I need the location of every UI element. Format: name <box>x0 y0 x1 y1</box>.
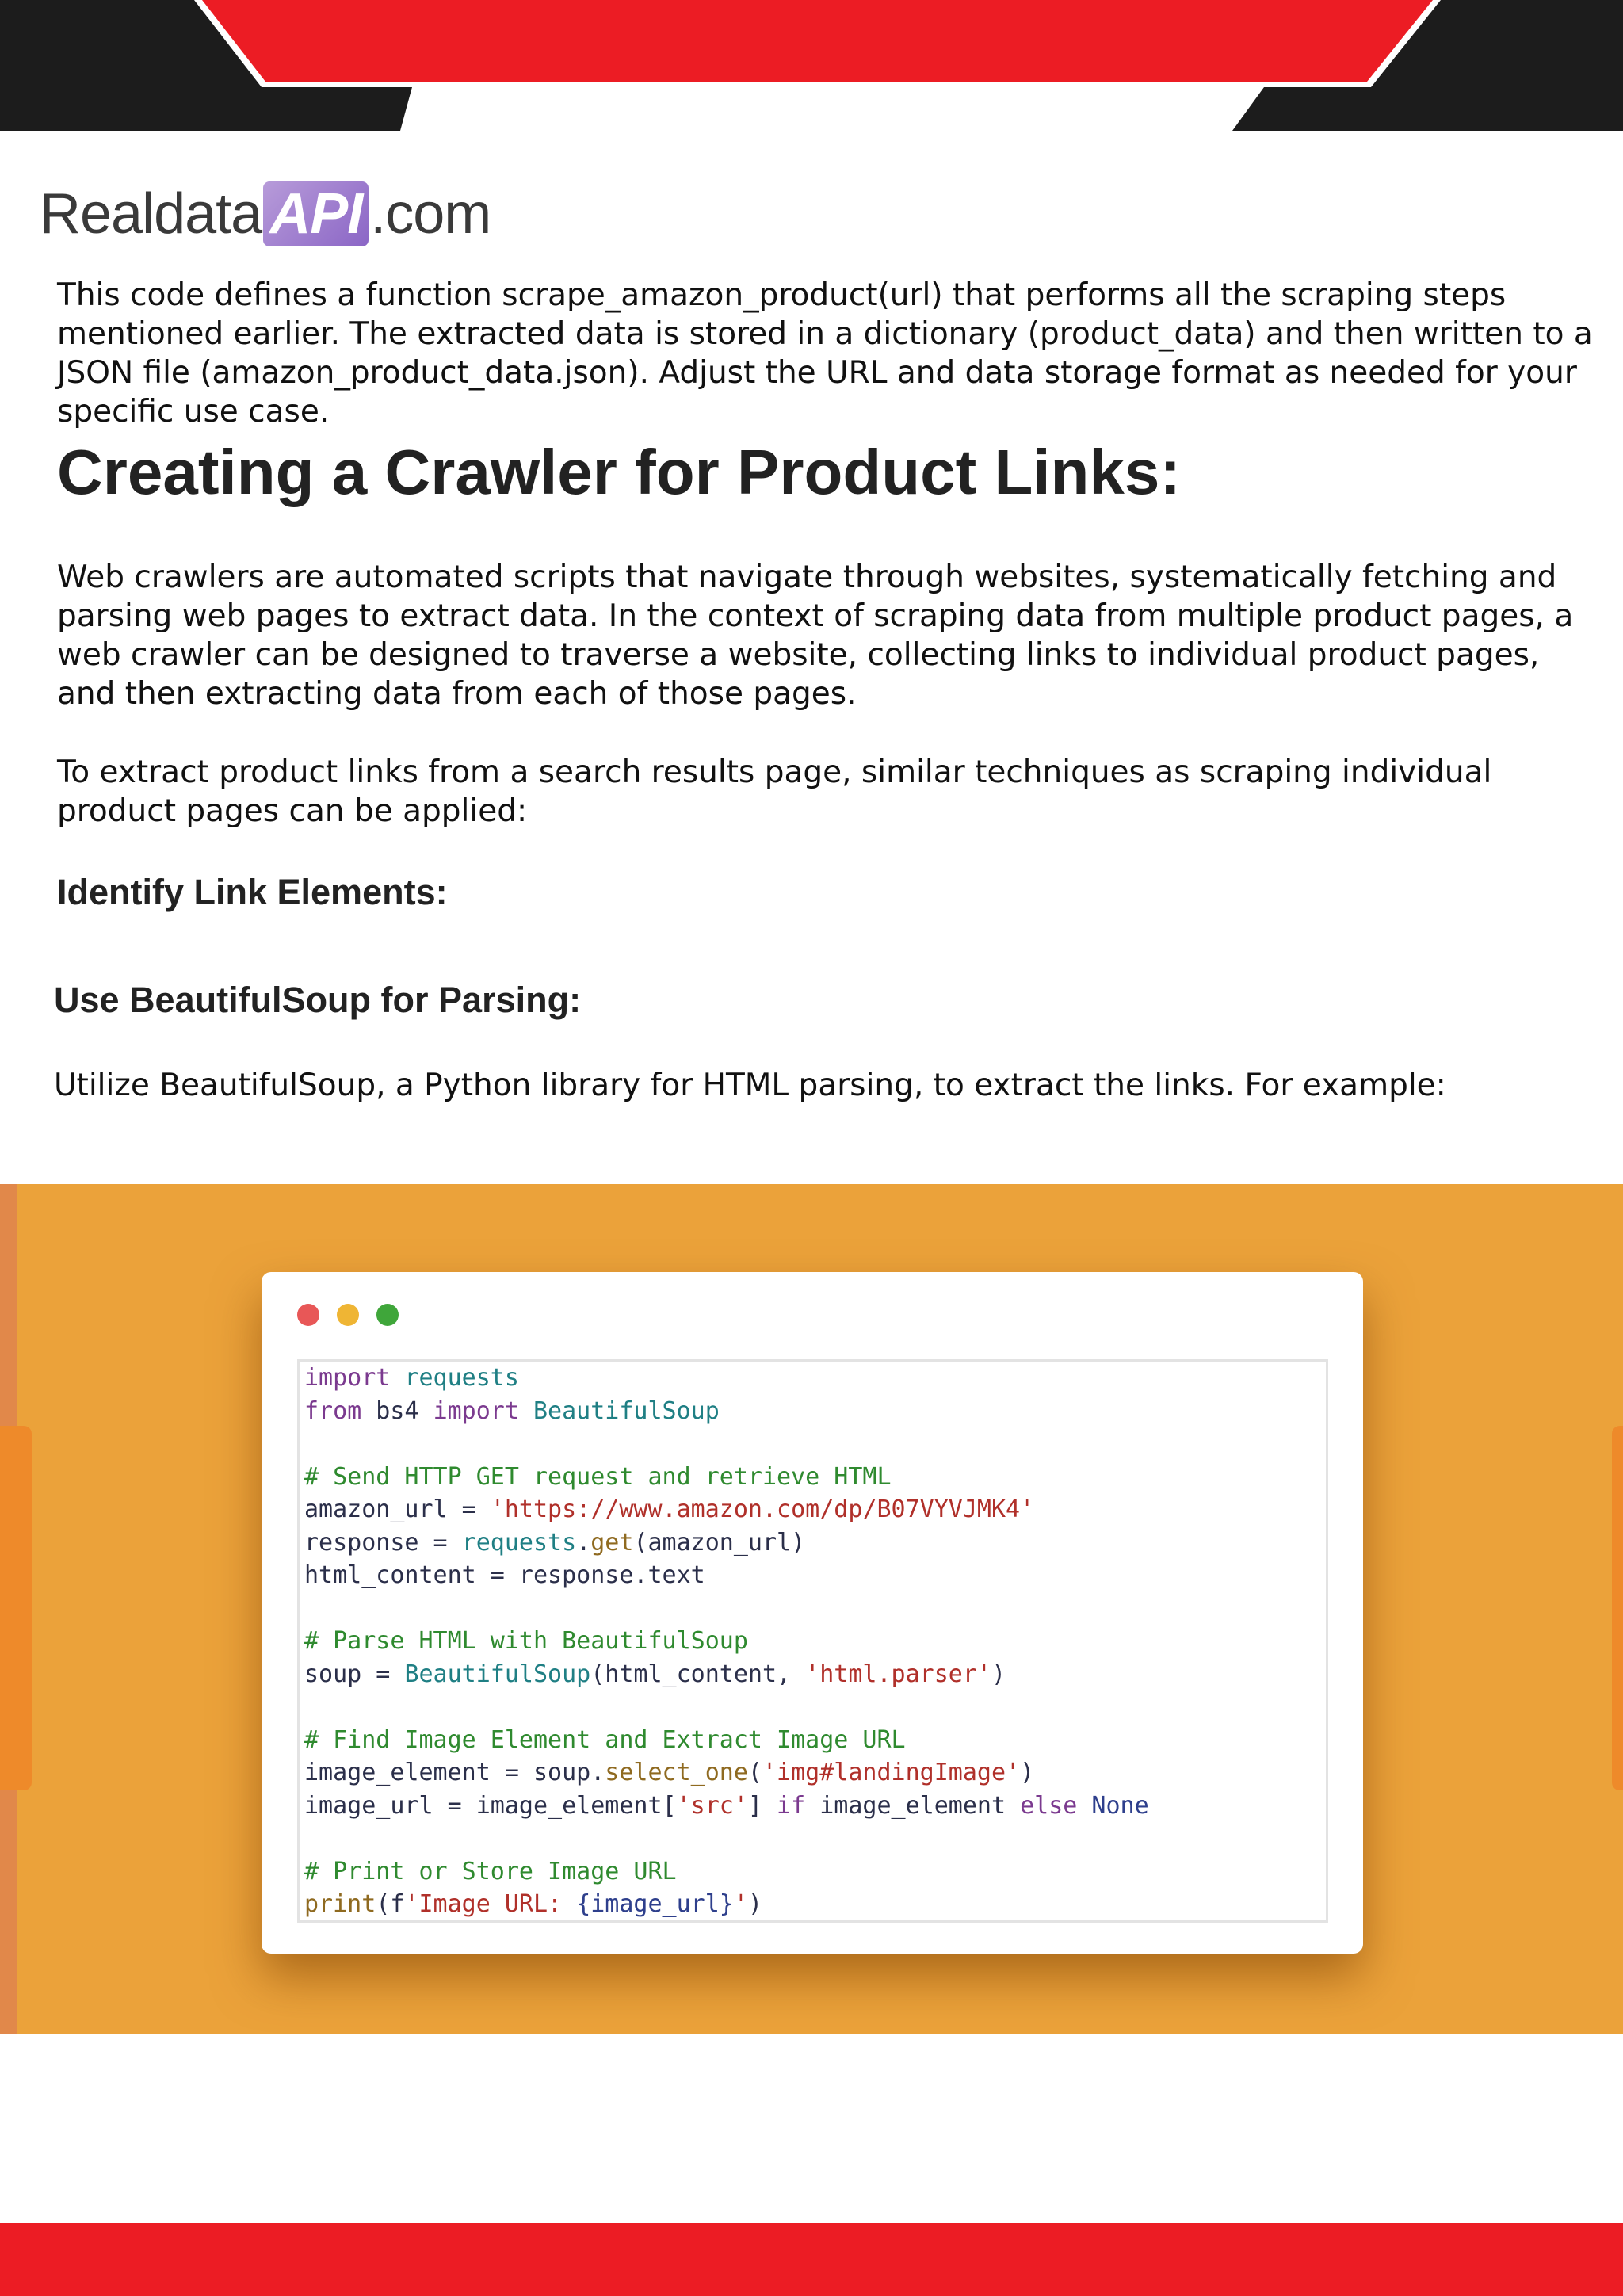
code-token: ) <box>747 1890 762 1918</box>
code-token: bs4 <box>361 1396 433 1425</box>
code-line <box>304 1888 1149 1921</box>
code-token: ] <box>747 1791 777 1820</box>
code-token: # Find Image Element and Extract Image URL <box>304 1725 906 1754</box>
identify-link-heading: Identify Link Elements: <box>57 872 448 912</box>
code-token: response = <box>304 1528 462 1557</box>
code-token: ) <box>991 1660 1006 1688</box>
crawlers-paragraph: Web crawlers are automated scripts that navigate through websites, systematically fetching and parsing web pages to extract data. In the context of scraping data from multiple product pages, a web crawler can be designed to traverse a website, collecting links to individual product pages, and then extracting data from each of those pages. <box>57 560 1574 712</box>
code-token <box>390 1364 404 1392</box>
code-token: requests <box>461 1528 577 1557</box>
code-line <box>304 1427 1149 1461</box>
code-token: # Parse HTML with BeautifulSoup <box>304 1627 748 1655</box>
code-line <box>304 1690 1149 1724</box>
code-line <box>304 1362 1149 1395</box>
code-token: ( <box>747 1759 762 1786</box>
code-block <box>304 1362 1149 1921</box>
code-token: html_content = response.text <box>304 1561 705 1589</box>
utilize-paragraph: Utilize BeautifulSoup, a Python library for HTML parsing, to extract the links. For example: <box>54 1068 1446 1103</box>
code-token: amazon_url = <box>304 1496 491 1523</box>
extract-links-paragraph: To extract product links from a search results page, similar techniques as scraping individual product pages can be applied: <box>57 755 1492 829</box>
code-line <box>304 1395 1149 1428</box>
code-token: ' <box>733 1890 748 1918</box>
code-token: # Send HTTP GET request and retrieve HTML <box>304 1462 892 1491</box>
code-token: 'src' <box>676 1791 748 1820</box>
brand-logo <box>40 184 491 244</box>
code-line <box>304 1625 1149 1658</box>
panel-left-tab <box>0 1426 32 1790</box>
code-token: {image_url} <box>576 1890 734 1918</box>
code-line <box>304 1724 1149 1757</box>
code-token: if <box>777 1791 806 1820</box>
code-token: (html_content, <box>590 1660 806 1688</box>
code-token: image_element <box>805 1791 1021 1820</box>
header-decoration <box>0 0 1623 131</box>
code-line <box>304 1822 1149 1855</box>
logo-api-badge: API <box>263 181 369 246</box>
footer-band <box>0 2223 1623 2296</box>
code-token: BeautifulSoup <box>404 1660 591 1688</box>
code-token: (amazon_url) <box>633 1528 806 1557</box>
panel-right-tab <box>1612 1426 1623 1790</box>
code-token: from <box>304 1396 362 1425</box>
logo-suffix: .com <box>370 182 491 246</box>
code-line <box>304 1526 1149 1560</box>
beautifulsoup-heading: Use BeautifulSoup for Parsing: <box>54 980 582 1020</box>
code-token: 'html.parser' <box>805 1660 991 1688</box>
intro-paragraph: This code defines a function scrape_amazon_product(url) that performs all the scraping steps mentioned earlier. The extracted data is stored in a dictionary (product_data) and then written to a JSON file (amazon_product_data.json). Adjust the URL and data storage format as needed for your specific use case. <box>57 277 1593 430</box>
code-line <box>304 1493 1149 1526</box>
code-token: import <box>304 1364 391 1392</box>
code-token: image_element = soup. <box>304 1759 605 1786</box>
code-editor <box>297 1359 1328 1923</box>
window-close-dot <box>297 1304 319 1326</box>
header-band <box>0 0 1623 131</box>
code-token <box>519 1397 533 1425</box>
code-line <box>304 1756 1149 1790</box>
code-line <box>304 1658 1149 1691</box>
code-line <box>304 1855 1149 1889</box>
logo-prefix: Realdata <box>40 182 262 246</box>
window-maximize-dot <box>376 1304 399 1326</box>
window-minimize-dot <box>337 1304 359 1326</box>
code-token: # Print or Store Image URL <box>304 1857 677 1885</box>
code-token: import <box>433 1396 519 1425</box>
code-token: 'Image URL: <box>404 1890 577 1918</box>
code-token: None <box>1091 1791 1149 1820</box>
code-window <box>262 1272 1363 1954</box>
code-line <box>304 1592 1149 1626</box>
code-token: get <box>590 1528 634 1557</box>
code-token: . <box>576 1528 591 1557</box>
code-token: image_url = image_element[ <box>304 1791 677 1820</box>
code-line <box>304 1559 1149 1592</box>
code-token: (f <box>376 1890 405 1918</box>
code-token: ) <box>1020 1759 1035 1786</box>
code-token <box>1077 1792 1091 1820</box>
code-token: 'https://www.amazon.com/dp/B07VYVJMK4' <box>490 1496 1035 1523</box>
code-token: select_one <box>605 1759 748 1786</box>
code-line <box>304 1461 1149 1494</box>
code-token: BeautifulSoup <box>533 1396 720 1425</box>
code-token: print <box>304 1890 376 1918</box>
code-token: soup = <box>304 1660 405 1688</box>
page-title: Creating a Crawler for Product Links: <box>57 437 1182 507</box>
code-token: 'img#landingImage' <box>762 1759 1021 1786</box>
code-line <box>304 1790 1149 1823</box>
code-token: requests <box>404 1364 519 1392</box>
code-token: else <box>1020 1791 1078 1820</box>
